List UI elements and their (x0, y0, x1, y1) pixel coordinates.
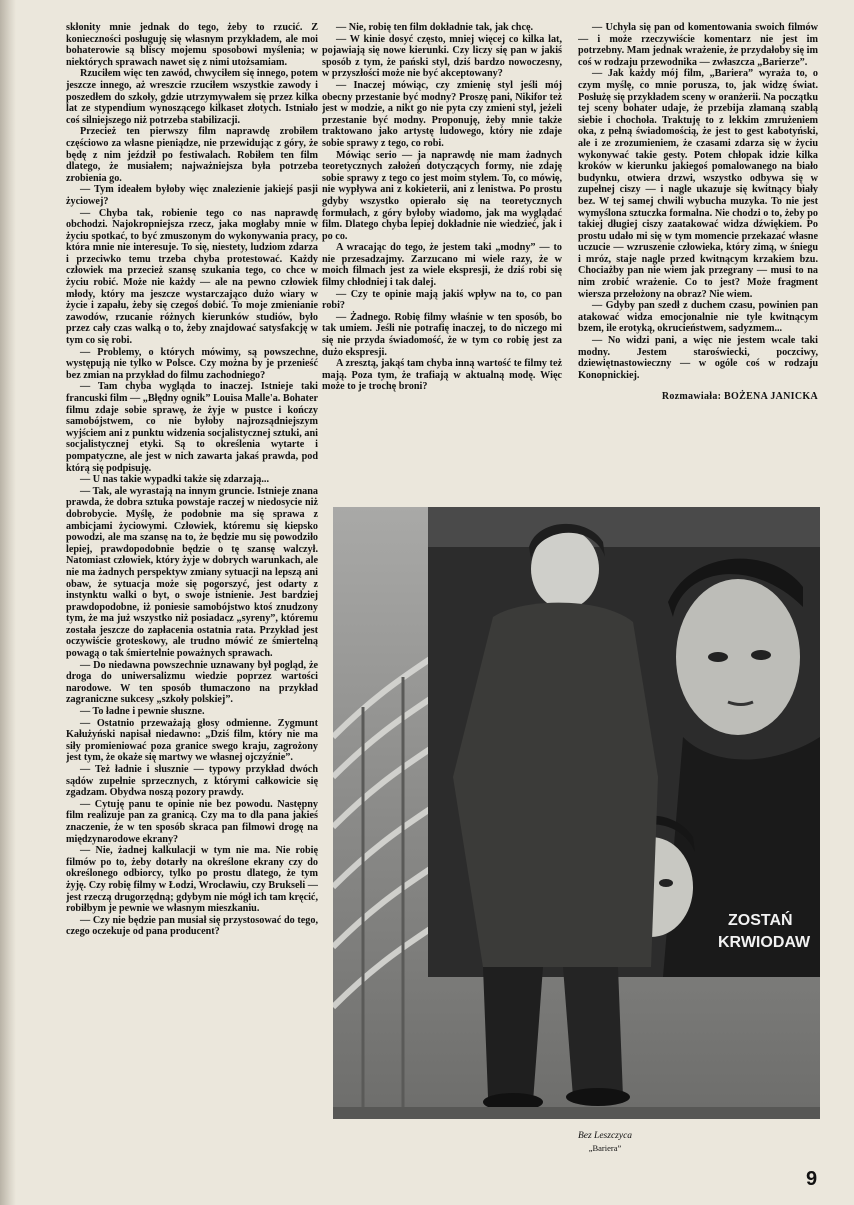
caption-line-2: „Bariera” (588, 1143, 622, 1153)
paragraph: — Czy nie będzie pan musiał się przystosować do tego, czego oczekuje od pana producent? (66, 914, 318, 938)
paragraph: — U nas takie wypadki także się zdarzają... (80, 474, 270, 486)
paragraph: — Ostatnio przeważają głosy odmienne. Zygmunt Kałużyński napisał niedawno: „Dziś film, który nie ma siły promieniować poza granice swego kraju, zagrożony jest tym, że okaże się martwy we własnej ojczyźnie”. (66, 717, 318, 764)
page-number: 9 (806, 1168, 818, 1190)
paragraph: Mówiąc serio — ja naprawdę nie mam żadnych teoretycznych założeń dotyczących formy, nie zdaję sobie sprawy z tego co jest moim stylem. To, co mówię, nie wypływa ani z kokieterii, ani z lenistwa. Po prostu gdyby wszystko opierało się na teoretycznych formułach, z góry byłoby wiadomo, jak ma wyglądać film. Dlatego chyba lepiej dokładnie nie wiedzieć, jak i po co. (322, 149, 562, 242)
paragraph: — Do niedawna powszechnie uznawany był pogląd, że droga do uniwersalizmu wiedzie poprzez wartości narodowe. W ten sposób tłumaczono na przykład zagraniczne sukcesy „szkoły polskiej”. (66, 659, 318, 706)
film-still-photo (333, 507, 820, 1119)
paragraph: — Nie, żadnej kalkulacji w tym nie ma. Nie robię filmów po to, żeby dotarły na określone ekrany czy do określonego odbiorcy, tylko po prostu dlatego, że tym żyję. Czy robię filmy w Łodzi, Wrocławiu, czy Brukseli — jest rzeczą drugorzędną; gdybym nie mógł ich tam kręcić, robiłbym je pewnie we własnym mieszkaniu. (66, 845, 318, 915)
paragraph: skłonity mnie jednak do tego, żeby to rzucić. Z konieczności posługuję się własnym przykładem, ale moi bohaterowie są bliscy mojemu sposobowi myślenia; w niektórych sprawach nawet się z nimi utożsamiam. (66, 22, 318, 68)
paragraph: — W kinie dosyć często, mniej więcej co kilka lat, pojawiają się nowe kierunki. Czy liczy się pan w jakiś sposób z tym, że pański styl, dziś bardzo nowoczesny, w przyszłości może nie być akceptowany? (322, 33, 562, 80)
paragraph: — Uchyla się pan od komentowania swoich filmów — i może rzeczywiście komentarz nie jest im potrzebny. Mam jednak wrażenie, że przydałoby się im coś w rodzaju przewodnika — zwłaszcza „Barierze”. (578, 22, 818, 68)
paragraph: — Inaczej mówiąc, czy zmienię styl jeśli mój obecny przestanie być modny? Proszę pani, Nikifor też jest w modzie, a nikt go nie pyta czy zmieni styl, jeżeli przestanie być modny. Proponuję, żeby mnie także traktowano jako artystę ludowego, który nie zdaje sobie sprawy z tego, co robi. (322, 79, 562, 149)
paragraph: — Problemy, o których mówimy, są powszechne, występują nie tylko w Polsce. Czy można by je przenieść bez zmian na przykład do filmu zachodniego? (66, 346, 318, 381)
paragraph: Przecież ten pierwszy film naprawdę zrobiłem częściowo za własne pieniądze, nie przewidując z góry, że będę z nim jeździł po festiwalach. Robiłem ten film dlatego, że musiałem; najważniejsza była potrzeba zrobienia go. (66, 126, 318, 184)
article-column-3 (578, 22, 818, 492)
paragraph: — To ładne i pewnie słuszne. (80, 706, 205, 718)
article-column-1 (66, 22, 318, 1182)
paragraph: — Tym ideałem byłoby więc znalezienie jakiejś pasji życiowej? (66, 184, 318, 207)
paragraph: — Nie, robię ten film dokładnie tak, jak chcę. (336, 22, 534, 33)
film-still-illustration (333, 507, 820, 1119)
paragraph: — Czy te opinie mają jakiś wpływ na to, co pan robi? (322, 288, 562, 312)
paragraph: — Gdyby pan szedł z duchem czasu, powinien pan atakować widza emocjonalnie nie tyle kwitnącym bzem, ile erotyką, okrucieństwem, sadyzmem... (578, 300, 818, 335)
paragraph: — Chyba tak, robienie tego co nas naprawdę obchodzi. Najokropniejsza rzecz, jaka mogłaby mnie w życiu spotkać, to być zmuszonym do wykonywania pracy, która mnie nie interesuje. To się, niestety, ludziom zdarza i przeciwko temu trzeba chyba protestować. Każdy człowiek ma przecież szansę szukania tego, co chce w życiu robić. Może nie każdy — ale na pewno człowiek młody, który ma jeszcze wystarczająco dużo wiary w życie i zapału, żeby się czegoś dobić. To moje zmienianie zawodów, rzucanie różnych kierunków studiów, było przez cały czas walką o to, żeby znajdować satysfakcję w tym co się robi. (66, 207, 318, 347)
interviewer-signature: Rozmawiała: BOŻENA JANICKA (661, 391, 818, 403)
page-gutter-shadow (0, 0, 16, 1205)
photo-caption (560, 1130, 650, 1154)
paragraph: — Żadnego. Robię filmy właśnie w ten sposób, bo tak umiem. Jeśli nie potrafię inaczej, to do niczego mi się nie przyda świadomość, że w tym co robię jest za dużo ekspresji. (322, 311, 562, 358)
paragraph: — Jak każdy mój film, „Bariera” wyraża to, o czym myślę, co mnie porusza, to, jak widzę świat. Posłużę się przykładem sceny w oranżerii. Na początku tej sceny bohater udaje, że przebija złamaną szablą siebie i chochoła. Traktuję to z lekkim zmrużeniem oka, z pełną świadomością, że jest to gest kabotyński, ale i ze zrozumieniem, że czasami zdarza się w życiu wykonywać takie gesty. Potem chłopak idzie kilka kroków w kierunku jakiegoś pomalowanego na biało budynku, otwiera drzwi, wszystko odbywa się w zupełnej ciszy — i nagle ukazuje się kwitnący biały bez. W tej samej chwili wybucha muzyka. To nie jest wymyślona sztuczka formalna. Nie chodzi o to, żeby po takiej długiej ciszy zaatakować widza dźwiękiem. Po prostu udało mi się w tym momencie przekazać własne uczucie — wzruszenie człowieka, który zimą, w śniegu i mróz, staje nagle przed kwitnącym krzakiem bzu. Chociażby pan nie wiem jak przegrany — musi to na nim zrobić wrażenie. Co to jest? Może fragment wiersza przełożony na obraz? Nie wiem. (578, 68, 818, 300)
caption-line-1: Bez Leszczyca (577, 1131, 633, 1141)
paragraph: — Tak, ale wyrastają na innym gruncie. Istnieje znana prawda, że dobra sztuka powstaje raczej w niedosycie niż dobrobycie. Myślę, że podobnie ma się sprawa z ambicjami życiowymi. Człowiek, któremu się kiepsko powodzi, ale ma szansę na to, że będzie mu się powodziło lepiej, prawdopodobnie będzie o tę szansę walczył. Natomiast człowiek, który żyje w dobrych warunkach, ale nie ma żadnych perspektyw zmiany sytuacji na lepszą ani obaw, że sytuacja może się pogorszyć, jest odarty z instynktu walki o byt, o swoje istnienie. Jest bardziej prawdopodobne, iż poniesie samobójstwo ktoś znudzony tym, że ma już wszystko niż posiadacz „syreny”, któremu została jeszcze do zapłacenia ostatnia rata. Przykład jest oczywiście groteskowy, ale trudno mówić ze śmiertelną powagą o tak śmiertelnie poważnych sprawach. (66, 485, 318, 660)
paragraph: Rzuciłem więc ten zawód, chwyciłem się innego, potem jeszcze innego, aż wreszcie rzuciłem wszystkie zawody i poszedłem do szkoły, gdzie utrzymywałem się przez kilka lat ze stypendium wynoszącego kilkaset złotych. Istniało coś silniejszego niż potrzeba stabilizacji. (66, 68, 318, 126)
article-column-2 (322, 22, 562, 492)
paragraph: A zresztą, jakąś tam chyba inną wartość te filmy też mają. Poza tym, że trafiają w aktualną modę. Więc może to je trochę broni? (322, 358, 562, 393)
poster-text-krwiodaw: KRWIODAW (718, 934, 811, 951)
paragraph: A wracając do tego, że jestem taki „modny” — to nie przesadzajmy. Zarzucano mi wiele razy, że w moich filmach jest za wiele ekspresji, że dziś robi się filmy chłodniej i tak dalej. (322, 242, 562, 289)
paragraph: — Tam chyba wygląda to inaczej. Istnieje taki francuski film — „Błędny ognik” Louisa Malle'a. Bohater filmu zdaje sobie sprawę, że żyje w pustce i kończy samobójstwem, co nie byłoby najrozsądniejszym wyjściem ani z punktu widzenia socjalistycznej sztuki, ani socjalistycznej etyki. Są to określenia wytarte i pompatyczne, ale jest w nich zawarta jakaś prawda, pod którą się podpisuję. (66, 381, 318, 474)
paragraph: — Cytuję panu te opinie nie bez powodu. Następny film realizuje pan za granicą. Czy ma to dla pana jakieś znaczenie, że w ten sposób skraca pan filmowi drogę na międzynarodowe ekrany? (66, 798, 318, 845)
poster-text-zostan: ZOSTAŃ (728, 912, 793, 929)
paragraph: — Też ładnie i słusznie — typowy przykład dwóch sądów zupełnie sprzecznych, z którymi całkowicie się zgadzam. Obydwa noszą pozory prawdy. (66, 764, 318, 799)
paragraph: — No widzi pani, a więc nie jestem wcale taki modny. Jestem staroświecki, poczciwy, dziewiętnastowieczny — w ogóle coś w rodzaju Konopnickiej. (578, 335, 818, 381)
